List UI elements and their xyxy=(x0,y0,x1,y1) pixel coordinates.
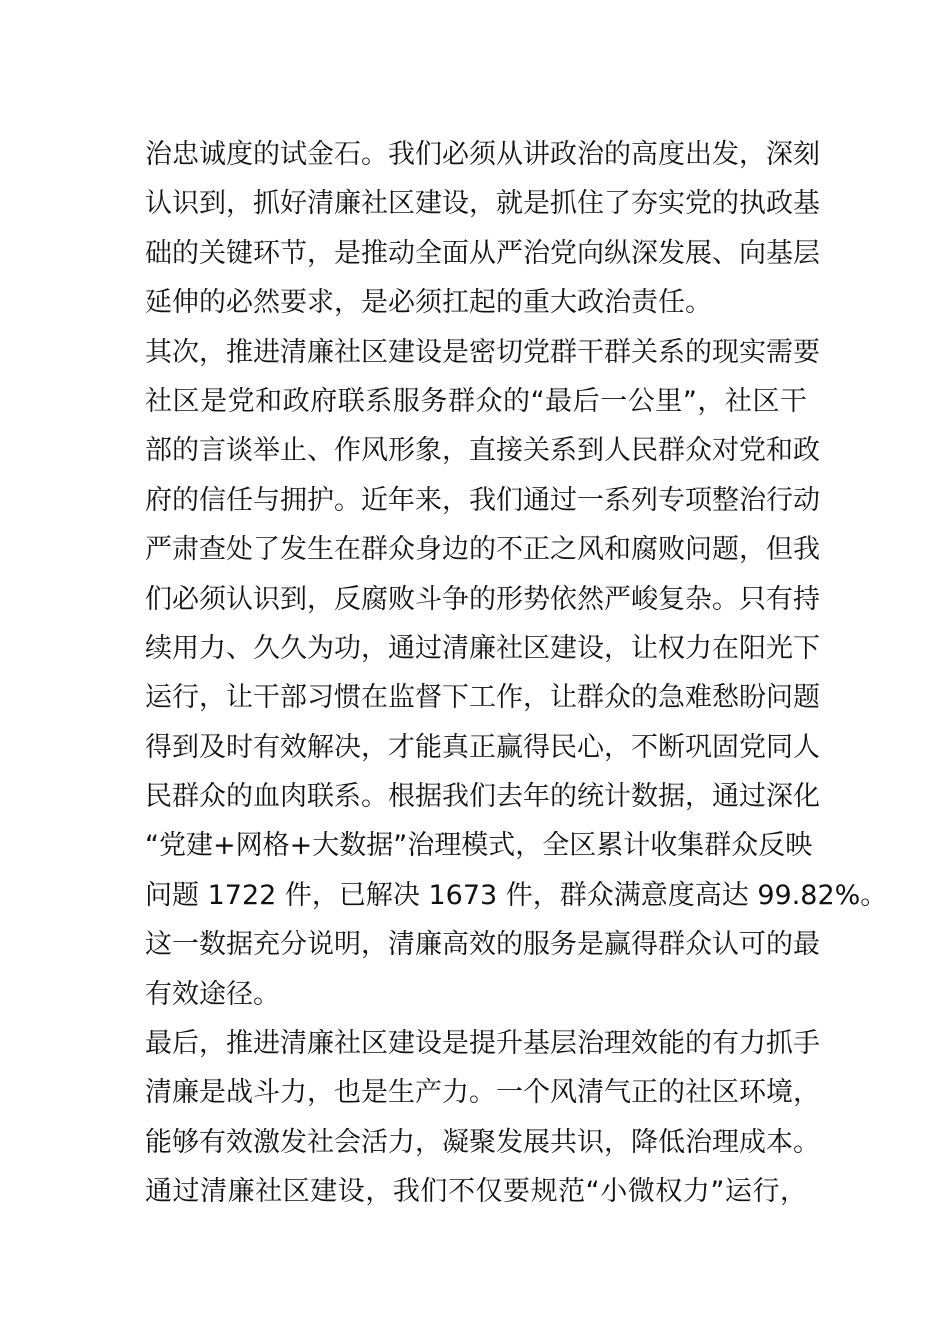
document-page xyxy=(145,130,888,1217)
text-line: “党建+网格+大数据”治理模式，全区累计收集群众反映 xyxy=(145,830,813,862)
text-line: 得到及时有效解决，才能真正赢得民心，不断巩固党同人 xyxy=(145,731,820,763)
text-line: 其次，推进清廉社区建设是密切党群干群关系的现实需要 xyxy=(145,336,820,368)
text-line: 础的关键环节，是推动全面从严治党向纵深发展、向基层 xyxy=(145,237,820,269)
text-line: 运行，让干部习惯在监督下工作，让群众的急难愁盼问题 xyxy=(145,682,820,714)
text-line: 清廉是战斗力，也是生产力。一个风清气正的社区环境， xyxy=(145,1077,820,1109)
text-line: 民群众的血肉联系。根据我们去年的统计数据，通过深化 xyxy=(145,781,820,813)
text-line: 府的信任与拥护。近年来，我们通过一系列专项整治行动 xyxy=(145,484,820,516)
text-line: 们必须认识到，反腐败斗争的形势依然严峻复杂。只有持 xyxy=(145,583,820,615)
text-line: 通过清廉社区建设，我们不仅要规范“小微权力”运行， xyxy=(145,1176,807,1208)
text-line: 认识到，抓好清廉社区建设，就是抓住了夯实党的执政基 xyxy=(145,188,820,220)
text-line: 问题 1722 件，已解决 1673 件，群众满意度高达 99.82%。 xyxy=(145,879,888,911)
text-line: 严肃查处了发生在群众身边的不正之风和腐败问题，但我 xyxy=(145,534,820,566)
text-line: 能够有效激发社会活力，凝聚发展共识，降低治理成本。 xyxy=(145,1126,820,1158)
text-line: 延伸的必然要求，是必须扛起的重大政治责任。 xyxy=(145,287,712,319)
text-line: 这一数据充分说明，清廉高效的服务是赢得群众认可的最 xyxy=(145,929,820,961)
text-line: 社区是党和政府联系服务群众的“最后一公里”，社区干 xyxy=(145,385,807,417)
text-line: 续用力、久久为功，通过清廉社区建设，让权力在阳光下 xyxy=(145,632,820,664)
text-line: 最后，推进清廉社区建设是提升基层治理效能的有力抓手 xyxy=(145,1028,820,1060)
text-line: 部的言谈举止、作风形象，直接关系到人民群众对党和政 xyxy=(145,435,820,467)
text-line: 有效途径。 xyxy=(145,978,280,1010)
text-line: 治忠诚度的试金石。我们必须从讲政治的高度出发，深刻 xyxy=(145,139,820,170)
